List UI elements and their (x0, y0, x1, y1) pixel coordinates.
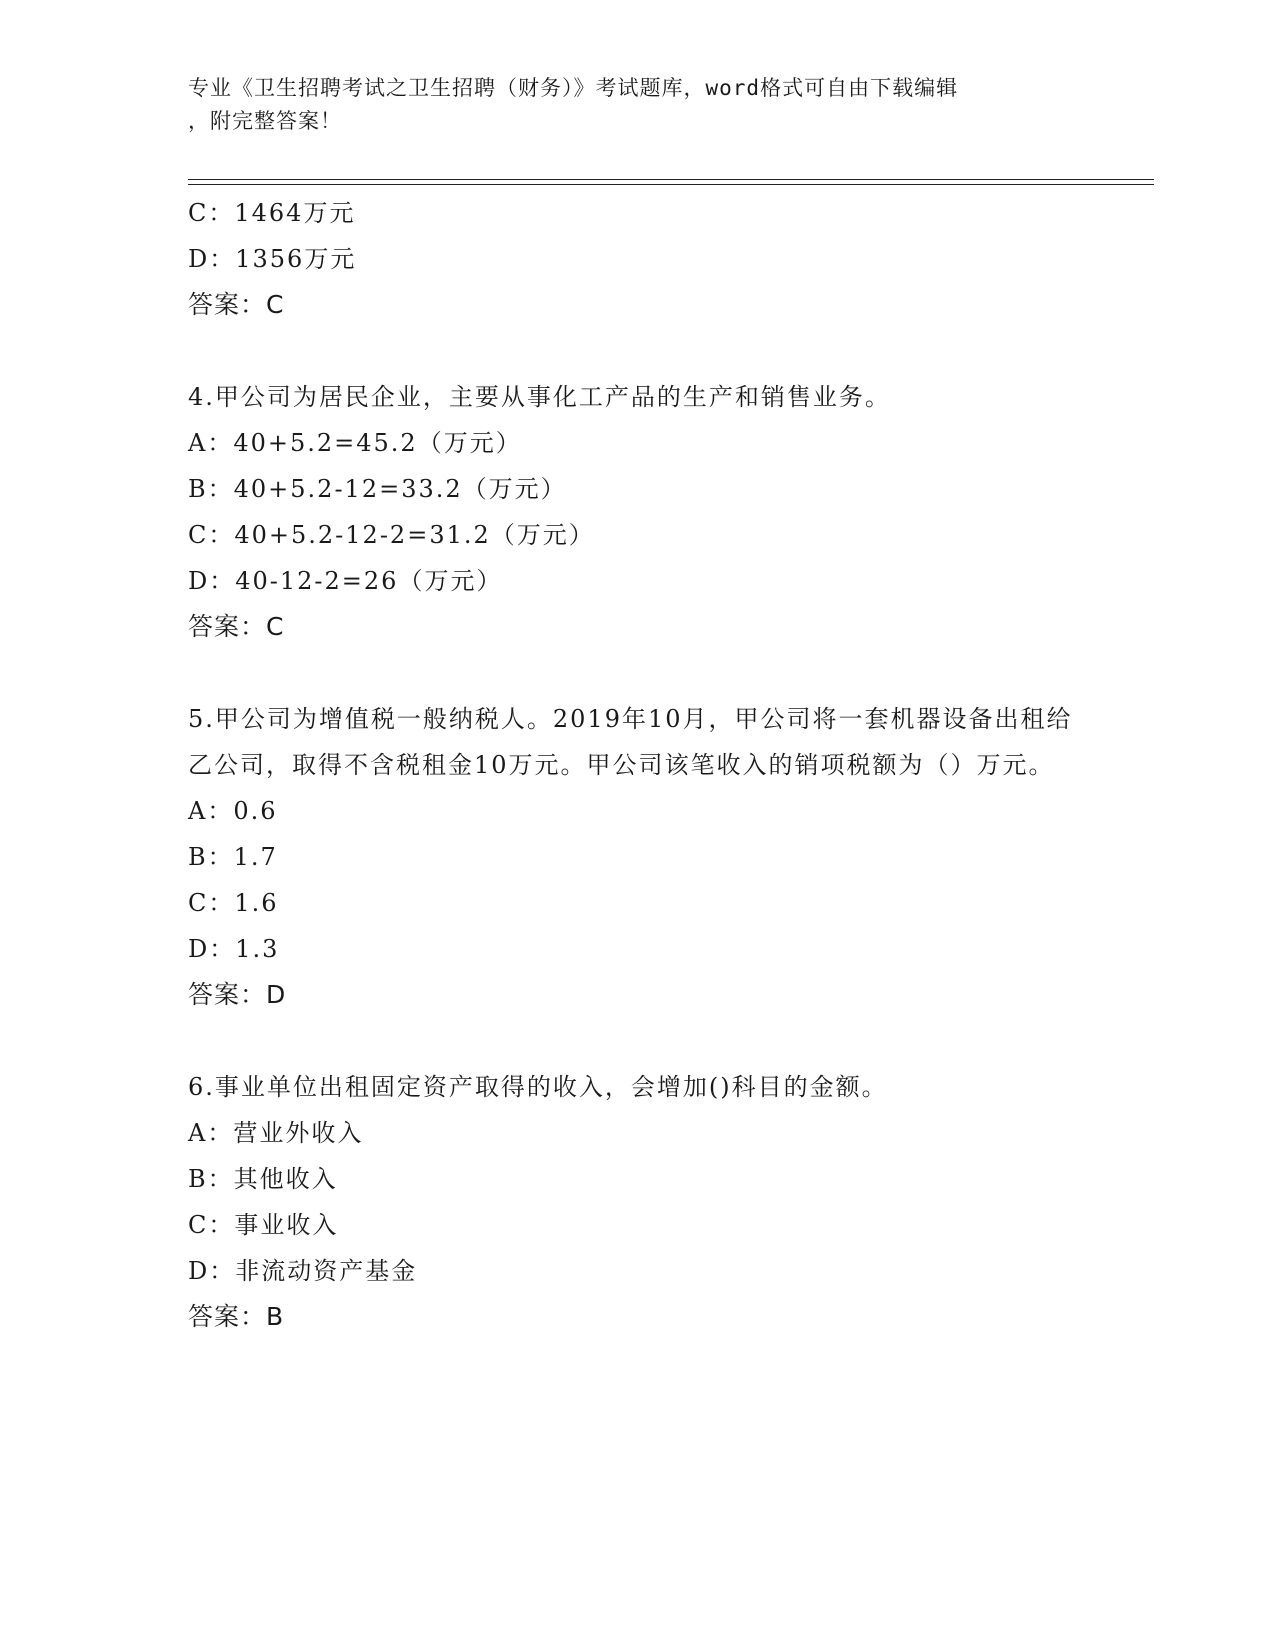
option-d: D：1.3 (188, 935, 280, 963)
option-a: A：40+5.2=45.2（万元） (188, 429, 522, 457)
question-4 (188, 374, 1088, 650)
answer-line: 答案：B (188, 1302, 285, 1331)
question-3 (188, 190, 1088, 328)
option-a: A：营业外收入 (188, 1119, 364, 1147)
answer-line: 答案：C (188, 612, 285, 641)
option-c: C：1464万元 (188, 199, 356, 227)
option-d: D：1356万元 (188, 245, 357, 273)
spacer (188, 1018, 1088, 1064)
option-d: D：40-12-2=26（万元） (188, 567, 503, 595)
answer-line: 答案：D (188, 980, 287, 1009)
spacer (188, 650, 1088, 696)
question-6 (188, 1064, 1088, 1340)
option-a: A：0.6 (188, 797, 278, 825)
option-c: C：40+5.2-12-2=31.2（万元） (188, 521, 595, 549)
header-line-1: 专业《卫生招聘考试之卫生招聘（财务）》考试题库，word格式可自由下载编辑 (188, 76, 959, 100)
option-c: C：事业收入 (188, 1211, 339, 1239)
option-c: C：1.6 (188, 889, 279, 917)
option-d: D：非流动资产基金 (188, 1257, 418, 1285)
spacer (188, 328, 1088, 374)
header-divider-top (188, 179, 1154, 180)
question-text: 6.事业单位出租固定资产取得的收入，会增加()科目的金额。 (188, 1073, 888, 1101)
header-divider-bottom (188, 184, 1154, 185)
answer-line: 答案：C (188, 290, 285, 319)
option-b: B：1.7 (188, 843, 278, 871)
question-text: 5.甲公司为增值税一般纳税人。2019年10月，甲公司将一套机器设备出租给乙公司，取得不含税租金10万元。甲公司该笔收入的销项税额为（）万元。 (188, 705, 1073, 779)
header-line-2: ，附完整答案！ (188, 109, 342, 133)
document-header (188, 72, 1088, 138)
question-text: 4.甲公司为居民企业，主要从事化工产品的生产和销售业务。 (188, 383, 891, 411)
question-5 (188, 696, 1088, 1018)
option-b: B：其他收入 (188, 1165, 338, 1193)
question-list (188, 190, 1088, 1340)
option-b: B：40+5.2-12=33.2（万元） (188, 475, 567, 503)
